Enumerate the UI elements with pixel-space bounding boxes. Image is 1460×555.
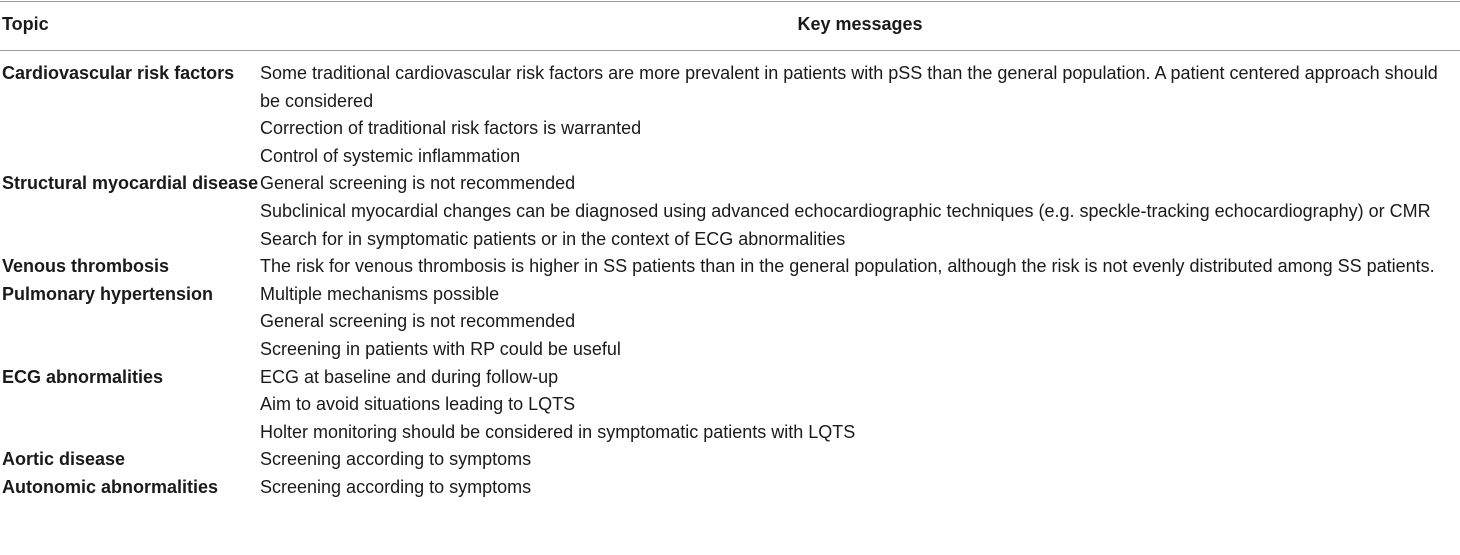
message-line: Aim to avoid situations leading to LQTS	[260, 394, 576, 415]
topic-cell: Cardiovascular risk factors	[2, 63, 235, 83]
table-header-rule	[0, 50, 1460, 51]
message-line: Screening according to symptoms	[260, 476, 532, 497]
message-line: ECG at baseline and during follow-up	[260, 366, 559, 387]
messages-cell	[260, 446, 1460, 474]
header-topic: Topic	[2, 14, 49, 34]
messages-cell	[260, 170, 1460, 253]
message-line: Screening in patients with RP could be useful	[260, 338, 621, 359]
table-row	[0, 170, 1460, 253]
topic-cell: Venous thrombosis	[2, 256, 170, 277]
table-row	[0, 253, 1460, 281]
message-line: Screening according to symptoms	[260, 449, 532, 470]
messages-cell	[260, 281, 1460, 364]
message-line: Multiple mechanisms possible	[260, 283, 500, 304]
table-top-rule	[0, 1, 1460, 2]
message-line: Holter monitoring should be considered in symptomatic patients with LQTS	[260, 421, 856, 442]
message-line: General screening is not recommended	[260, 311, 576, 332]
messages-cell	[260, 474, 1460, 502]
topic-cell: Aortic disease	[2, 449, 126, 470]
message-line: The risk for venous thrombosis is higher in SS patients than in the general population, although the risk is not evenly distributed among SS patients.	[260, 256, 1435, 277]
message-line: Search for in symptomatic patients or in the context of ECG abnormalities	[260, 228, 846, 249]
message-line: Some traditional cardiovascular risk factors are more prevalent in patients with pSS than the general population. A patient centered approach should be considered	[260, 63, 1438, 111]
message-line: General screening is not recommended	[260, 173, 576, 194]
table-body	[0, 60, 1460, 502]
table-row	[0, 364, 1460, 447]
messages-cell	[260, 253, 1460, 281]
table-header-row	[0, 14, 1460, 42]
topic-cell: Structural myocardial disease	[2, 173, 259, 194]
topic-cell: Pulmonary hypertension	[2, 283, 214, 304]
table-row	[0, 281, 1460, 364]
table-row	[0, 446, 1460, 474]
message-line: Control of systemic inflammation	[260, 145, 521, 166]
topic-cell: Autonomic abnormalities	[2, 476, 219, 497]
table-row	[0, 474, 1460, 502]
topic-cell: ECG abnormalities	[2, 366, 164, 387]
messages-cell	[260, 364, 1460, 447]
messages-cell	[260, 60, 1460, 170]
message-line: Correction of traditional risk factors is warranted	[260, 118, 642, 139]
table-row	[0, 60, 1460, 170]
message-line: Subclinical myocardial changes can be diagnosed using advanced echocardiographic techniques (e.g. speckle-tracking echocardiography) or CMR	[260, 200, 1431, 221]
header-key-messages: Key messages	[797, 14, 923, 34]
